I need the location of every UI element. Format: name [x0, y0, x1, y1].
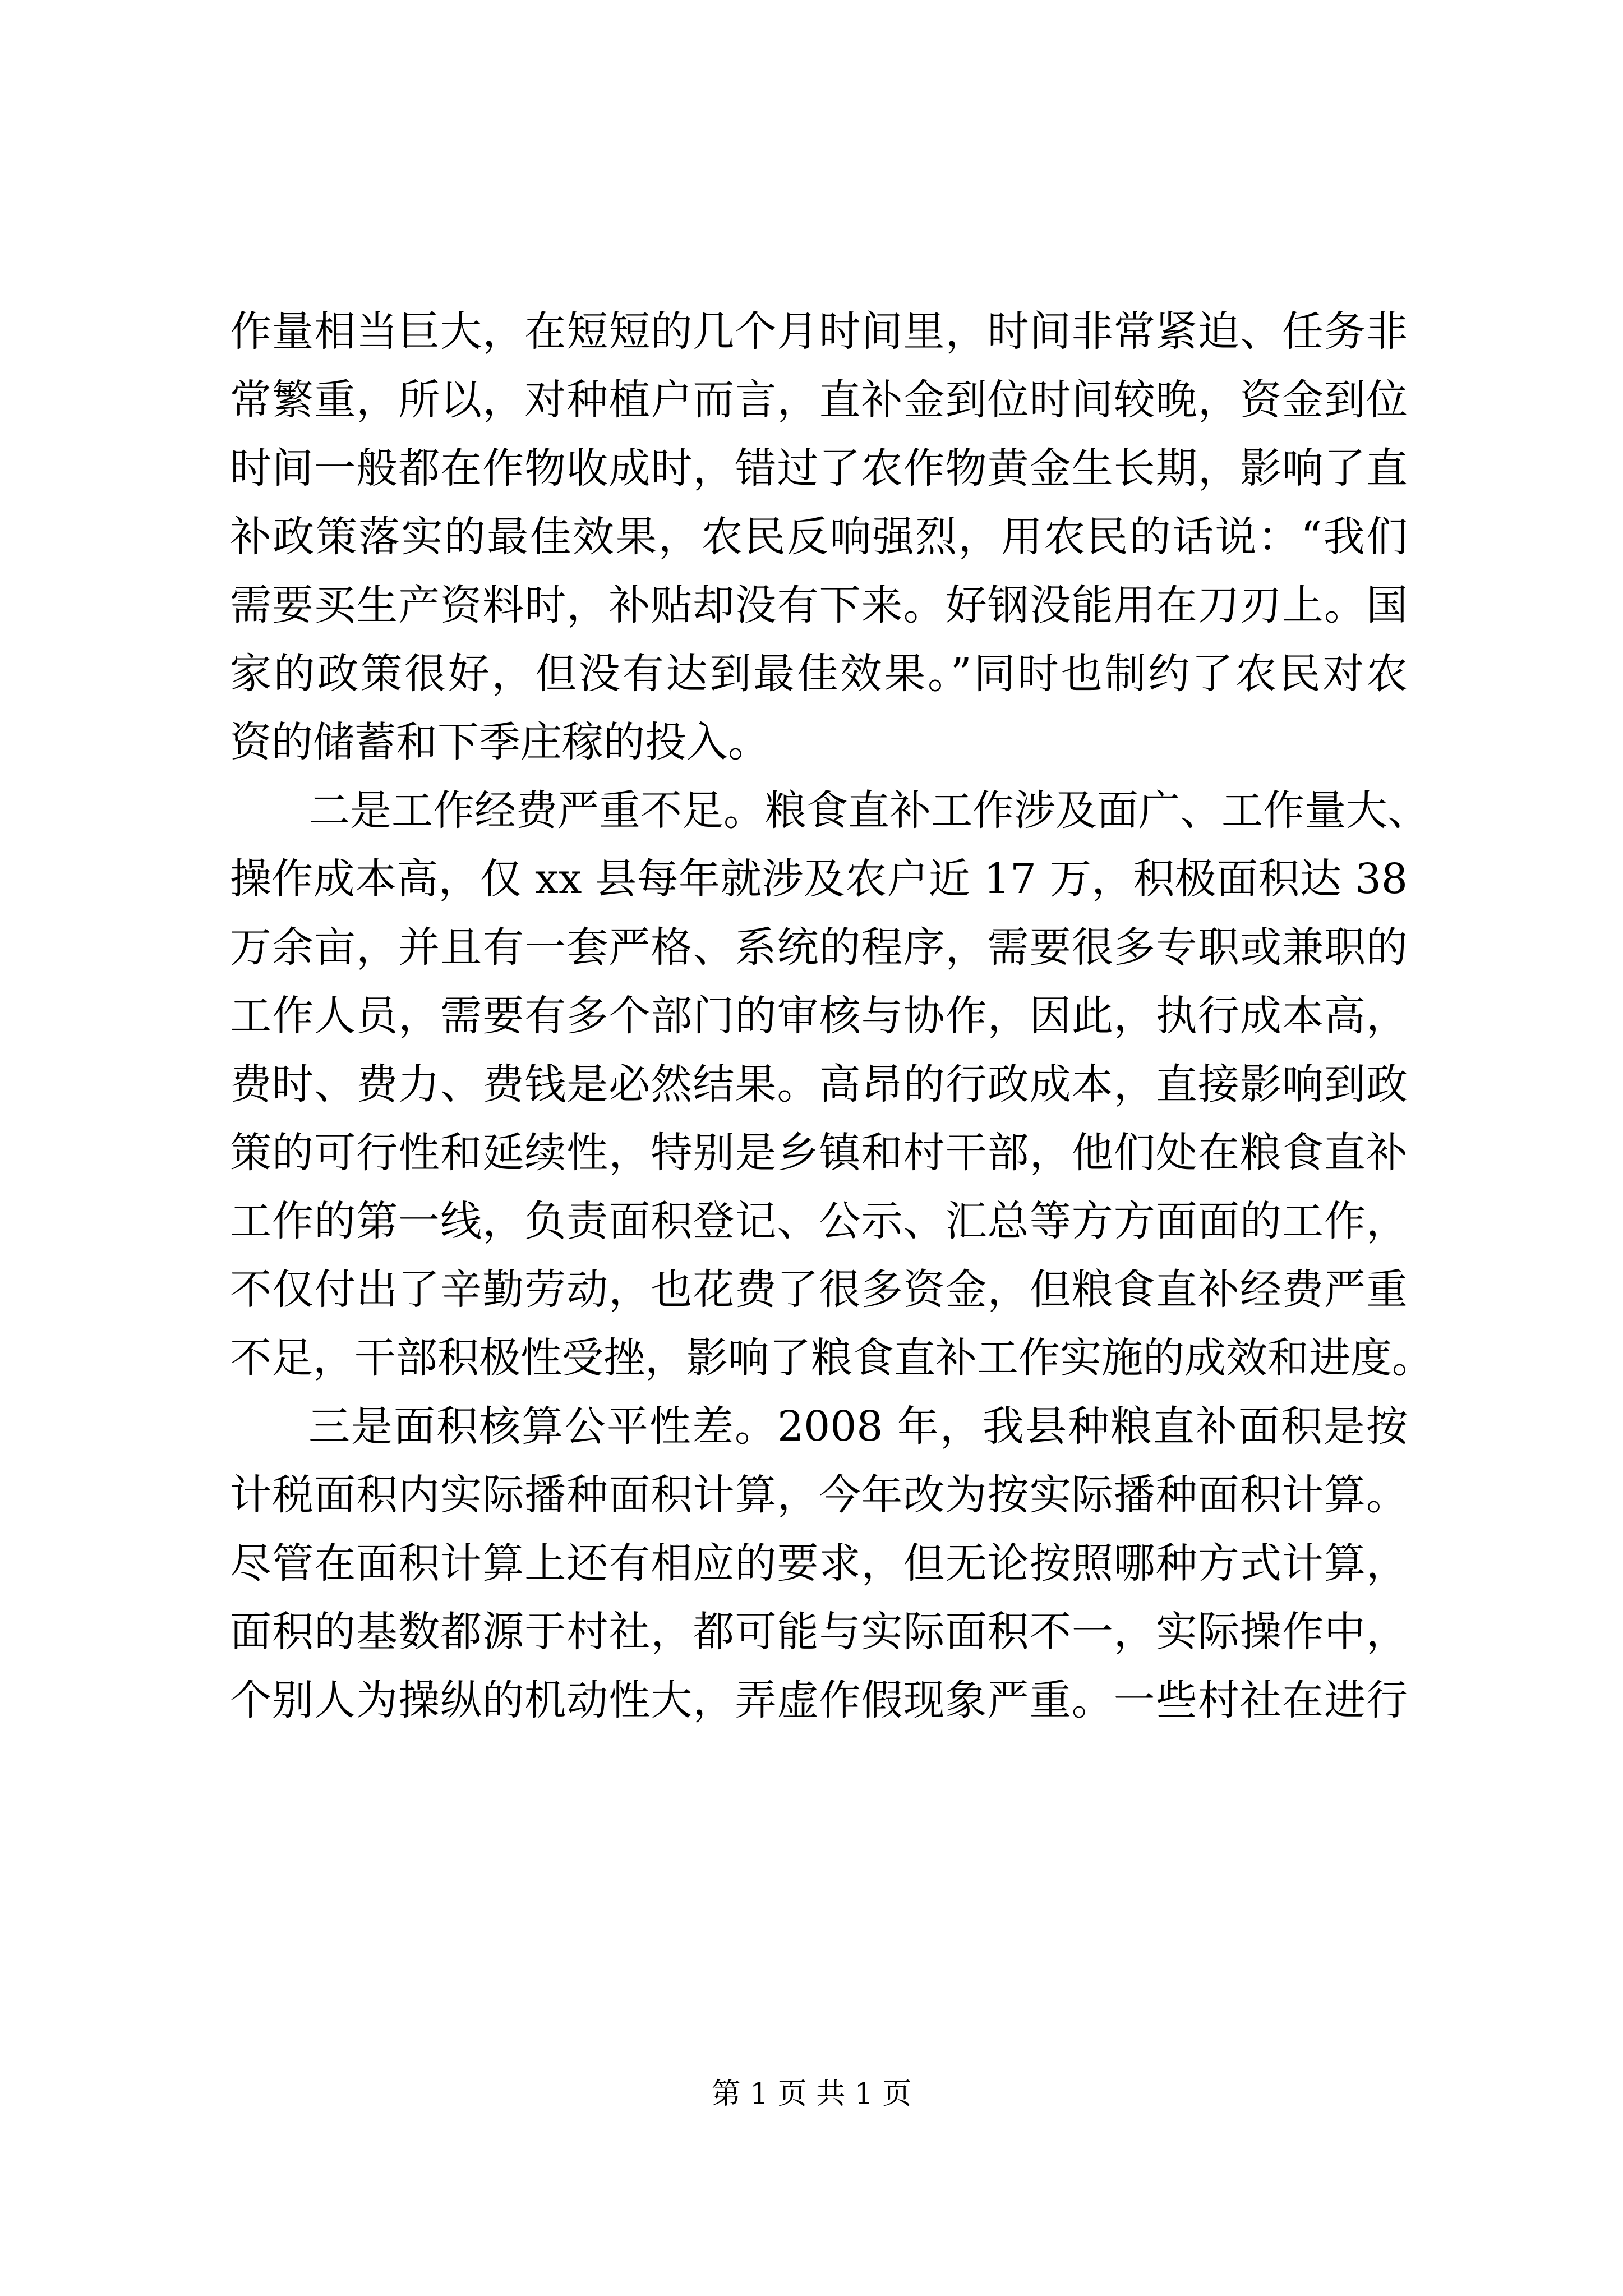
text-line: 尽管在面积计算上还有相应的要求，但无论按照哪种方式计算， — [230, 1539, 1408, 1588]
page-footer: 第 1 页 共 1 页 — [711, 2077, 912, 2111]
text-line: 不仅付出了辛勤劳动，也花费了很多资金，但粮食直补经费严重 — [230, 1266, 1408, 1314]
text-line: 计税面积内实际播种面积计算，今年改为按实际播种面积计算。 — [230, 1471, 1408, 1519]
paragraph — [230, 1392, 1408, 1734]
paragraph — [230, 776, 1433, 1392]
text-line: 家的政策很好，但没有达到最佳效果。”同时也制约了农民对农 — [230, 650, 1408, 698]
text-line: 作量相当巨大，在短短的几个月时间里，时间非常紧迫、任务非 — [230, 307, 1408, 356]
text-line: 费时、费力、费钱是必然结果。高昂的行政成本，直接影响到政 — [230, 1060, 1408, 1108]
paragraph — [230, 297, 1408, 776]
text-line: 工作人员，需要有多个部门的审核与协作，因此，执行成本高， — [230, 992, 1408, 1040]
text-line: 资的储蓄和下季庄稼的投入。 — [230, 718, 769, 766]
text-line: 面积的基数都源于村社，都可能与实际面积不一，实际操作中， — [230, 1608, 1408, 1656]
text-line: 策的可行性和延续性，特别是乡镇和村干部，他们处在粮食直补 — [230, 1129, 1408, 1177]
text-line: 三是面积核算公平性差。2008 年，我县种粮直补面积是按 — [308, 1402, 1408, 1451]
text-line: 个别人为操纵的机动性大，弄虚作假现象严重。一些村社在进行 — [230, 1676, 1408, 1724]
text-line: 不足，干部积极性受挫，影响了粮食直补工作实施的成效和进度。 — [230, 1334, 1433, 1382]
text-line: 补政策落实的最佳效果，农民反响强烈，用农民的话说：“我们 — [230, 513, 1408, 561]
document-body — [230, 297, 1433, 1734]
text-line: 时间一般都在作物收成时，错过了农作物黄金生长期，影响了直 — [230, 444, 1408, 493]
text-line: 工作的第一线，负责面积登记、公示、汇总等方方面面的工作， — [230, 1197, 1408, 1245]
text-line: 万余亩，并且有一套严格、系统的程序，需要很多专职或兼职的 — [230, 923, 1408, 972]
text-line: 操作成本高，仅 xx 县每年就涉及农户近 17 万，积极面积达 38 — [230, 855, 1408, 903]
text-line: 常繁重，所以，对种植户而言，直补金到位时间较晚，资金到位 — [230, 376, 1408, 424]
text-line: 二是工作经费严重不足。粮食直补工作涉及面广、工作量大、 — [308, 786, 1429, 835]
text-line: 需要买生产资料时，补贴却没有下来。好钢没能用在刀刃上。国 — [230, 581, 1408, 629]
